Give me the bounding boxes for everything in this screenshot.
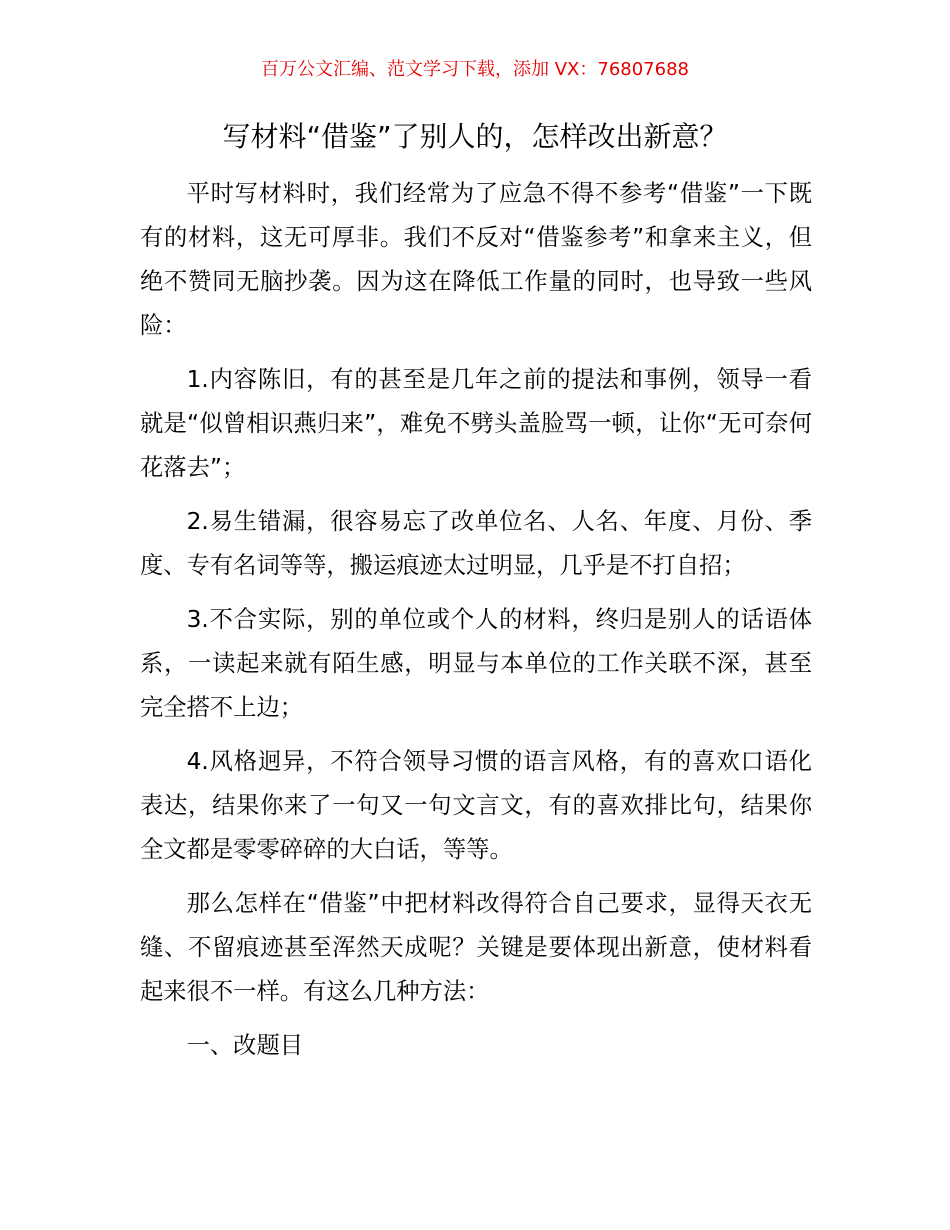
- paragraph-intro: 平时写材料时，我们经常为了应急不得不参考“借鉴”一下既有的材料，这无可厚非。我们不反对“借鉴参考”和拿来主义，但绝不赞同无脑抄袭。因为这在降低工作量的同时，也导致一些风险：: [140, 180, 812, 339]
- document-body: [140, 172, 812, 1078]
- section-heading-change-title: 一、改题目: [186, 1032, 304, 1059]
- document-title: 写材料“借鉴”了别人的，怎样改出新意？: [222, 120, 728, 153]
- header-promo-text: 百万公文汇编、范文学习下载，添加 VX：76807688: [261, 59, 689, 80]
- paragraph-risk-2: 2.易生错漏，很容易忘了改单位名、人名、年度、月份、季度、专有名词等等，搬运痕迹太过明显，几乎是不打自招；: [140, 508, 812, 579]
- paragraph-risk-1: 1.内容陈旧，有的甚至是几年之前的提法和事例，领导一看就是“似曾相识燕归来”，难免不劈头盖脸骂一顿，让你“无可奈何花落去”；: [140, 366, 812, 481]
- paragraph-risk-3: 3.不合实际，别的单位或个人的材料，终归是别人的话语体系，一读起来就有陌生感，明显与本单位的工作关联不深，甚至完全搭不上边；: [140, 606, 812, 721]
- paragraph-risk-4: 4.风格迥异，不符合领导习惯的语言风格，有的喜欢口语化表达，结果你来了一句又一句文言文，有的喜欢排比句，结果你全文都是零零碎碎的大白话，等等。: [140, 748, 812, 863]
- paragraph-method-intro: 那么怎样在“借鉴”中把材料改得符合自己要求，显得天衣无缝、不留痕迹甚至浑然天成呢？关键是要体现出新意，使材料看起来很不一样。有这么几种方法：: [140, 890, 812, 1005]
